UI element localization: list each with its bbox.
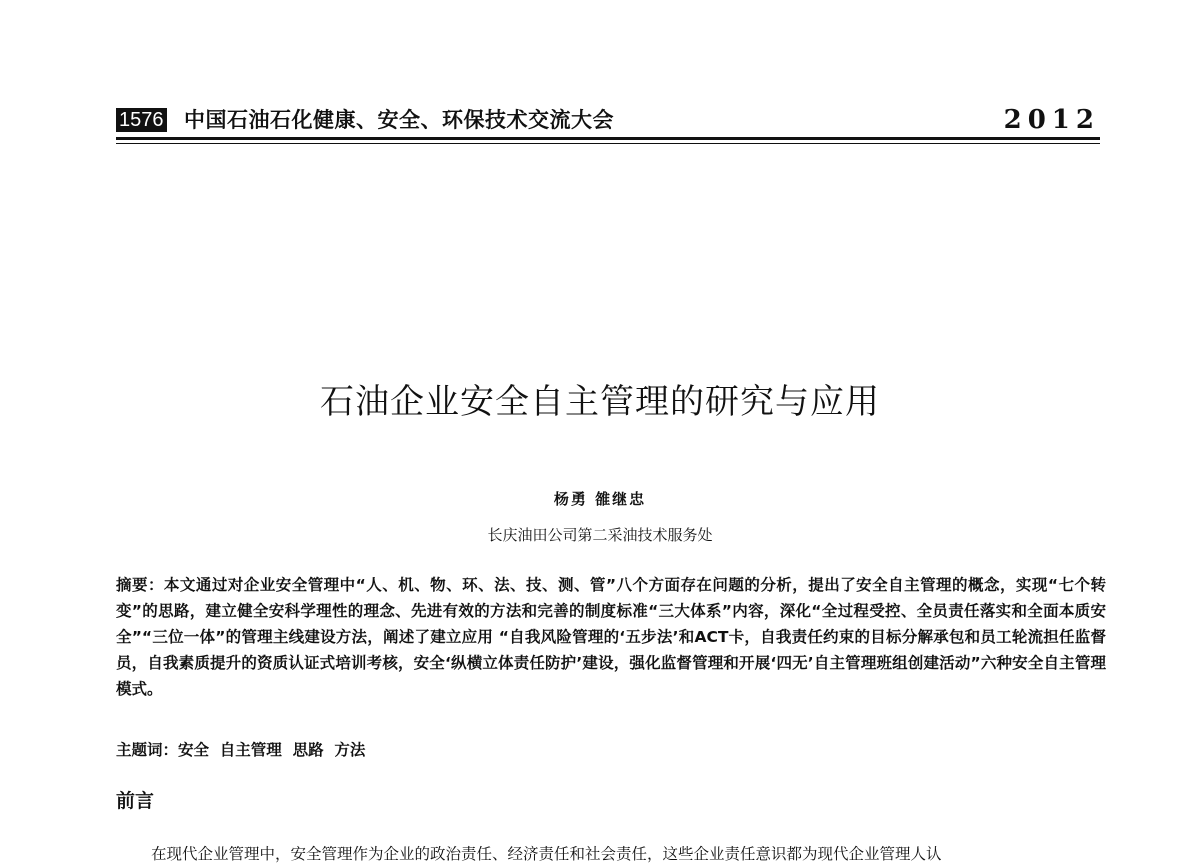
abstract: 摘要：本文通过对企业安全管理中“人、机、物、环、法、技、测、管”八个方面存在问题的分析，提出了安全自主管理的概念，实现“七个转变”的思路，建立健全安科学理性的理念、先进有效的方法和完善的制度标准“三大体系”内容，深化“全过程受控、全员责任落实和全面本质安全”“三位一体”的管理主线建设方法，阐述了建立应用 “自我风险管理的‘五步法’和ACT卡，自我责任约束的目标分解承包和员工轮流担任监督员，自我素质提升的资质认证式培训考核，安全‘纵横立体责任防护’建设，强化监督管理和开展‘四无’自主管理班组创建活动”六种安全自主管理模式。 bbox=[116, 576, 1106, 698]
page-number: 1576 bbox=[116, 108, 167, 132]
section-heading-preface: 前言 bbox=[116, 790, 155, 812]
header-rule-thin bbox=[116, 143, 1100, 144]
authors: 杨勇 雒继忠 bbox=[553, 490, 647, 508]
header-rule-thick bbox=[116, 137, 1100, 140]
affiliation: 长庆油田公司第二采油技术服务处 bbox=[487, 526, 713, 544]
running-header bbox=[116, 106, 1100, 136]
keywords: 主题词：安全 自主管理 思路 方法 bbox=[116, 741, 366, 759]
header-year: 2012 bbox=[1003, 105, 1100, 135]
paper-title: 石油企业安全自主管理的研究与应用 bbox=[320, 382, 880, 422]
body-paragraph: 在现代企业管理中，安全管理作为企业的政治责任、经济责任和社会责任，这些企业责任意识都为现代企业管理人认 bbox=[151, 845, 942, 863]
conference-title: 中国石油石化健康、安全、环保技术交流大会 bbox=[184, 108, 614, 132]
